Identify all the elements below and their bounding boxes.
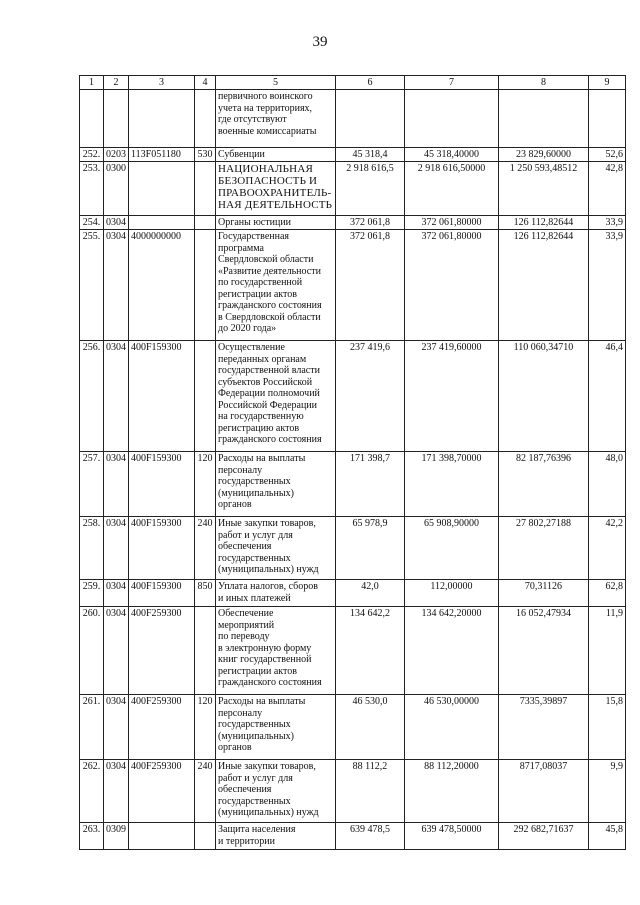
target-article-code xyxy=(129,216,195,230)
item-name-line: (муниципальных) нужд xyxy=(218,564,319,575)
item-name-line: (муниципальных) xyxy=(218,730,294,742)
executed-amount: 82 187,76396 xyxy=(499,452,589,517)
row-number: 259. xyxy=(80,580,104,607)
execution-percent: 42,8 xyxy=(589,162,626,216)
executed-amount: 292 682,71637 xyxy=(499,823,589,850)
planned-amount: 46 530,0 xyxy=(336,695,405,760)
item-name xyxy=(216,607,336,695)
item-name-line: Государственная xyxy=(218,231,290,242)
budget-table xyxy=(79,75,626,850)
item-name xyxy=(216,823,336,850)
planned-amount: 2 918 616,5 xyxy=(336,162,405,216)
target-article-code xyxy=(129,90,195,148)
row-number: 257. xyxy=(80,452,104,517)
item-name-line: Расходы на выплаты xyxy=(218,453,306,464)
item-name-line: субъектов Российской xyxy=(218,376,313,388)
section-code: 0304 xyxy=(104,760,129,823)
item-name-line: на государственную xyxy=(218,411,304,422)
expense-type-code: 120 xyxy=(195,695,216,760)
item-name xyxy=(216,452,336,517)
target-article-code xyxy=(129,162,195,216)
item-name-line: мероприятий xyxy=(218,619,275,631)
table-row xyxy=(80,216,626,230)
execution-percent: 45,8 xyxy=(589,823,626,850)
target-article-code: 4000000000 xyxy=(129,230,195,341)
section-code: 0304 xyxy=(104,517,129,580)
table-row xyxy=(80,341,626,452)
expense-type-code: 240 xyxy=(195,517,216,580)
item-name-line: регистрацию актов xyxy=(218,422,300,434)
item-name xyxy=(216,341,336,452)
item-name-line: ПРАВООХРАНИТЕЛЬ- xyxy=(218,187,332,199)
header-cell: 6 xyxy=(336,76,405,90)
item-name-line: Свердловской области xyxy=(218,254,314,265)
item-name-line: персоналу xyxy=(218,464,263,476)
planned-amount: 372 061,8 xyxy=(336,216,405,230)
executed-amount: 7335,39897 xyxy=(499,695,589,760)
header-cell: 7 xyxy=(405,76,499,90)
row-number: 261. xyxy=(80,695,104,760)
budget-amount: 171 398,70000 xyxy=(405,452,499,517)
item-name xyxy=(216,216,336,230)
section-code: 0309 xyxy=(104,823,129,850)
section-code: 0304 xyxy=(104,230,129,341)
item-name-line: (муниципальных) xyxy=(218,487,294,499)
item-name-line: Обеспечение xyxy=(218,608,274,619)
expense-type-code xyxy=(195,823,216,850)
execution-percent: 46,4 xyxy=(589,341,626,452)
expense-type-code xyxy=(195,90,216,148)
item-name-line: и иных платежей xyxy=(218,592,291,604)
row-number xyxy=(80,90,104,148)
expense-type-code: 530 xyxy=(195,148,216,162)
row-number: 260. xyxy=(80,607,104,695)
execution-percent: 11,9 xyxy=(589,607,626,695)
item-name-line: гражданского состояния xyxy=(218,434,322,445)
header-cell: 5 xyxy=(216,76,336,90)
row-number: 252. xyxy=(80,148,104,162)
item-name xyxy=(216,695,336,760)
item-name-line: государственной власти xyxy=(218,365,320,376)
header-cell: 4 xyxy=(195,76,216,90)
header-cell: 1 xyxy=(80,76,104,90)
item-name-line: Органы юстиции xyxy=(218,217,292,228)
budget-amount: 372 061,80000 xyxy=(405,216,499,230)
item-name xyxy=(216,517,336,580)
item-name-line: программа xyxy=(218,242,264,254)
executed-amount xyxy=(499,90,589,148)
executed-amount: 126 112,82644 xyxy=(499,216,589,230)
expense-type-code: 240 xyxy=(195,760,216,823)
target-article-code: 400F159300 xyxy=(129,580,195,607)
table-row xyxy=(80,695,626,760)
table-row xyxy=(80,823,626,850)
item-name-line: по переводу xyxy=(218,631,270,642)
item-name-line: до 2020 года» xyxy=(218,323,277,334)
header-cell: 8 xyxy=(499,76,589,90)
item-name-line: регистрации актов xyxy=(218,665,297,677)
section-code: 0203 xyxy=(104,148,129,162)
header-row xyxy=(80,76,626,90)
item-name-line: Федерации полномочий xyxy=(218,388,320,399)
header-cell: 9 xyxy=(589,76,626,90)
executed-amount: 16 052,47934 xyxy=(499,607,589,695)
page-number: 39 xyxy=(312,34,328,50)
item-name-line: Расходы на выплаты xyxy=(218,696,306,707)
target-article-code: 400F259300 xyxy=(129,695,195,760)
target-article-code: 400F159300 xyxy=(129,517,195,580)
table-row xyxy=(80,148,626,162)
section-code: 0304 xyxy=(104,695,129,760)
expense-type-code xyxy=(195,162,216,216)
budget-amount: 112,00000 xyxy=(405,580,499,607)
execution-percent xyxy=(589,90,626,148)
section-code: 0304 xyxy=(104,216,129,230)
row-number: 262. xyxy=(80,760,104,823)
item-name-line: (муниципальных) нужд xyxy=(218,807,319,818)
row-number: 263. xyxy=(80,823,104,850)
executed-amount: 1 250 593,48512 xyxy=(499,162,589,216)
item-name-line: Уплата налогов, сборов xyxy=(218,581,318,592)
item-name-line: в Свердловской области xyxy=(218,311,321,323)
table-body xyxy=(80,90,626,850)
table-row xyxy=(80,162,626,216)
item-name-line: органов xyxy=(218,742,252,753)
item-name-line: военные комиссариаты xyxy=(218,125,317,137)
item-name xyxy=(216,148,336,162)
planned-amount: 65 978,9 xyxy=(336,517,405,580)
item-name-line: НАЯ ДЕЯТЕЛЬНОСТЬ xyxy=(218,199,333,211)
execution-percent: 33,9 xyxy=(589,230,626,341)
item-name-line: регистрации актов xyxy=(218,288,297,300)
item-name-line: БЕЗОПАСНОСТЬ И xyxy=(218,175,318,187)
header-cell: 3 xyxy=(129,76,195,90)
executed-amount: 126 112,82644 xyxy=(499,230,589,341)
planned-amount: 171 398,7 xyxy=(336,452,405,517)
row-number: 254. xyxy=(80,216,104,230)
planned-amount xyxy=(336,90,405,148)
item-name-line: работ и услуг для xyxy=(218,529,293,541)
item-name-line: государственных xyxy=(218,719,291,730)
table-row xyxy=(80,90,626,148)
item-name-line: органов xyxy=(218,499,252,510)
execution-percent: 42,2 xyxy=(589,517,626,580)
section-code: 0304 xyxy=(104,580,129,607)
executed-amount: 23 829,60000 xyxy=(499,148,589,162)
executed-amount: 8717,08037 xyxy=(499,760,589,823)
execution-percent: 33,9 xyxy=(589,216,626,230)
item-name-line: гражданского состояния xyxy=(218,300,322,311)
expense-type-code xyxy=(195,341,216,452)
item-name-line: персоналу xyxy=(218,707,263,719)
execution-percent: 52,6 xyxy=(589,148,626,162)
budget-amount: 2 918 616,50000 xyxy=(405,162,499,216)
planned-amount: 639 478,5 xyxy=(336,823,405,850)
item-name-line: книг государственной xyxy=(218,654,312,665)
item-name-line: обеспечения xyxy=(218,541,272,552)
table-row xyxy=(80,607,626,695)
target-article-code: 400F259300 xyxy=(129,760,195,823)
item-name-line: Российской Федерации xyxy=(218,399,318,411)
expense-type-code xyxy=(195,230,216,341)
item-name-line: гражданского состояния xyxy=(218,677,322,688)
item-name-line: Защита населения xyxy=(218,824,296,835)
item-name-line: обеспечения xyxy=(218,784,272,795)
budget-amount: 237 419,60000 xyxy=(405,341,499,452)
table-row xyxy=(80,452,626,517)
section-code: 0304 xyxy=(104,452,129,517)
target-article-code: 400F159300 xyxy=(129,341,195,452)
item-name-line: государственных xyxy=(218,795,291,807)
planned-amount: 134 642,2 xyxy=(336,607,405,695)
planned-amount: 88 112,2 xyxy=(336,760,405,823)
item-name xyxy=(216,760,336,823)
item-name-line: НАЦИОНАЛЬНАЯ xyxy=(218,163,314,175)
section-code xyxy=(104,90,129,148)
planned-amount: 42,0 xyxy=(336,580,405,607)
item-name xyxy=(216,230,336,341)
execution-percent: 48,0 xyxy=(589,452,626,517)
target-article-code: 400F259300 xyxy=(129,607,195,695)
item-name-line: первичного воинского xyxy=(218,91,313,102)
item-name-line: в электронную форму xyxy=(218,642,312,654)
row-number: 255. xyxy=(80,230,104,341)
item-name-line: учета на территориях, xyxy=(218,102,313,114)
budget-amount: 65 908,90000 xyxy=(405,517,499,580)
item-name-line: и территории xyxy=(218,835,275,847)
execution-percent: 62,8 xyxy=(589,580,626,607)
row-number: 258. xyxy=(80,517,104,580)
item-name xyxy=(216,162,336,216)
planned-amount: 237 419,6 xyxy=(336,341,405,452)
table-row xyxy=(80,517,626,580)
expense-type-code: 850 xyxy=(195,580,216,607)
item-name-line: государственных xyxy=(218,552,291,564)
item-name-line: по государственной xyxy=(218,277,303,288)
target-article-code: 400F159300 xyxy=(129,452,195,517)
table-row xyxy=(80,230,626,341)
row-number: 253. xyxy=(80,162,104,216)
item-name-line: «Развитие деятельности xyxy=(218,265,321,277)
item-name-line: Иные закупки товаров, xyxy=(218,761,316,772)
section-code: 0304 xyxy=(104,607,129,695)
item-name xyxy=(216,90,336,148)
row-number: 256. xyxy=(80,341,104,452)
executed-amount: 110 060,34710 xyxy=(499,341,589,452)
section-code: 0300 xyxy=(104,162,129,216)
budget-amount: 134 642,20000 xyxy=(405,607,499,695)
budget-amount: 45 318,40000 xyxy=(405,148,499,162)
planned-amount: 45 318,4 xyxy=(336,148,405,162)
executed-amount: 27 802,27188 xyxy=(499,517,589,580)
table-row xyxy=(80,760,626,823)
budget-amount: 88 112,20000 xyxy=(405,760,499,823)
expense-type-code: 120 xyxy=(195,452,216,517)
expense-type-code xyxy=(195,216,216,230)
item-name-line: Иные закупки товаров, xyxy=(218,518,316,529)
target-article-code: 113F051180 xyxy=(129,148,195,162)
target-article-code xyxy=(129,823,195,850)
item-name-line: Осуществление xyxy=(218,342,285,353)
item-name-line: Субвенции xyxy=(218,149,265,160)
budget-amount: 46 530,00000 xyxy=(405,695,499,760)
item-name-line: где отсутствуют xyxy=(218,114,287,125)
execution-percent: 9,9 xyxy=(589,760,626,823)
item-name-line: переданных органам xyxy=(218,353,307,365)
planned-amount: 372 061,8 xyxy=(336,230,405,341)
budget-amount: 639 478,50000 xyxy=(405,823,499,850)
expense-type-code xyxy=(195,607,216,695)
budget-amount: 372 061,80000 xyxy=(405,230,499,341)
section-code: 0304 xyxy=(104,341,129,452)
item-name-line: государственных xyxy=(218,476,291,487)
table-row xyxy=(80,580,626,607)
item-name xyxy=(216,580,336,607)
executed-amount: 70,31126 xyxy=(499,580,589,607)
header-cell: 2 xyxy=(104,76,129,90)
budget-amount xyxy=(405,90,499,148)
item-name-line: работ и услуг для xyxy=(218,772,293,784)
execution-percent: 15,8 xyxy=(589,695,626,760)
